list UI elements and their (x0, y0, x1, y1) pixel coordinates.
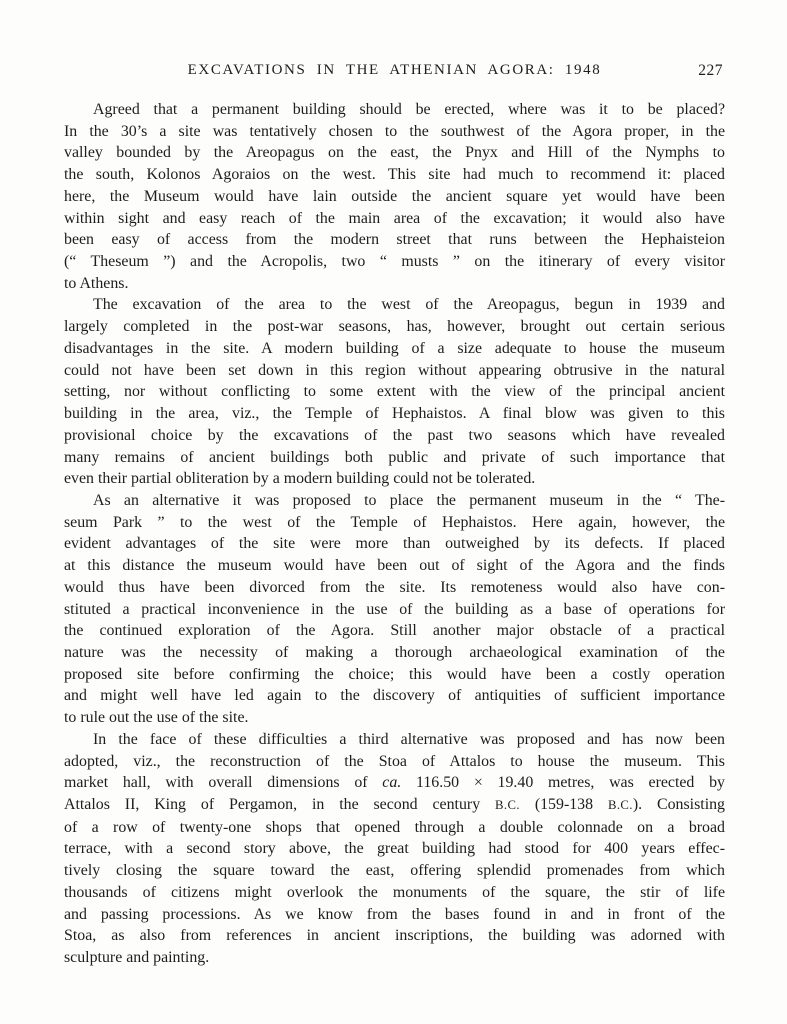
text-line: evident advantages of the site were more than outweighed by its defects. If placed (64, 535, 725, 553)
page-number: 227 (698, 62, 723, 79)
text-line: the continued exploration of the Agora. Still another major obstacle of a practical (64, 622, 725, 640)
text-line: provisional choice by the excavations of the past two seasons which have revealed (64, 426, 725, 444)
text-line: Stoa, as also from references in ancient inscriptions, the building was adorned with (64, 927, 725, 945)
text-line: of a row of twenty-one shops that opened through a double colonnade on a broad (64, 818, 725, 836)
smallcaps-text: B.C. (607, 798, 633, 812)
text-line: many remains of ancient buildings both public and private of such importance that (64, 448, 725, 466)
text-line: at this distance the museum would have been out of sight of the Agora and the finds (64, 557, 725, 575)
text-line: adopted, viz., the reconstruction of the Stoa of Attalos to house the museum. This (64, 752, 725, 770)
text-line: could not have been set down in this region without appearing obtrusive in the natural (64, 361, 725, 379)
text-line: would thus have been divorced from the site. Its remoteness would also have con- (64, 578, 725, 596)
text-line: been easy of access from the modern street that runs between the Hephaisteion (64, 231, 725, 249)
running-title: EXCAVATIONS IN THE ATHENIAN AGORA: 1948 (187, 62, 602, 78)
text-line: sculpture and painting. (64, 949, 210, 967)
text-line: seum Park ” to the west of the Temple of Hephaistos. Here again, however, the (64, 513, 725, 531)
body-text (64, 99, 725, 969)
text-line: to Athens. (64, 274, 129, 292)
text-line: terrace, with a second story above, the great building had stood for 400 years effec- (64, 840, 725, 858)
text-line: market hall, with overall dimensions of ca. 116.50 × 19.40 metres, was erected by (64, 774, 725, 792)
text-line: to rule out the use of the site. (64, 709, 249, 727)
text-line: the south, Kolonos Agoraios on the west. This site had much to recommend it: placed (64, 166, 725, 184)
text-line: The excavation of the area to the west of the Areopagus, begun in 1939 and (93, 296, 725, 314)
text-line: (“ Theseum ”) and the Acropolis, two “ musts ” on the itinerary of every visitor (64, 253, 725, 271)
smallcaps-text: B.C. (495, 798, 520, 812)
text-line: within sight and easy reach of the main area of the excavation; it would also have (64, 209, 725, 227)
text-line: Attalos II, King of Pergamon, in the second century B.C. (159-138 B.C.). Consisting (64, 796, 725, 813)
text-line: here, the Museum would have lain outside the ancient square yet would have been (64, 187, 725, 205)
text-line: As an alternative it was proposed to place the permanent museum in the “ The- (93, 491, 725, 509)
text-line: tively closing the square toward the east, offering splendid promenades from which (64, 862, 725, 880)
italic-text: ca. (382, 774, 402, 792)
text-line: In the 30’s a site was tentatively chosen to the southwest of the Agora proper, in the (64, 122, 725, 140)
text-line: valley bounded by the Areopagus on the east, the Pnyx and Hill of the Nymphs to (64, 144, 725, 162)
text-line: Agreed that a permanent building should be erected, where was it to be placed? (93, 101, 725, 118)
page-header (64, 62, 725, 82)
text-line: In the face of these difficulties a third alternative was proposed and has now been (93, 730, 725, 748)
text-line: largely completed in the post-war seasons, has, however, brought out certain serious (64, 318, 725, 336)
text-line: stituted a practical inconvenience in the use of the building as a base of operations for (64, 600, 725, 618)
text-line: thousands of citizens might overlook the monuments of the square, the stir of life (64, 883, 725, 901)
text-line: disadvantages in the site. A modern building of a size adequate to house the museum (64, 339, 725, 357)
text-line: nature was the necessity of making a thorough archaeological examination of the (64, 643, 725, 661)
text-line: and passing processions. As we know from the bases found in and in front of the (64, 905, 725, 923)
text-line: proposed site before confirming the choice; this would have been a costly operation (64, 665, 725, 683)
text-line: building in the area, viz., the Temple of Hephaistos. A final blow was given to this (64, 405, 725, 423)
text-line: setting, nor without conflicting to some extent with the view of the principal ancient (64, 383, 725, 401)
text-line: even their partial obliteration by a modern building could not be tolerated. (64, 470, 536, 488)
text-line: and might well have led again to the discovery of antiquities of sufficient importance (64, 687, 725, 705)
